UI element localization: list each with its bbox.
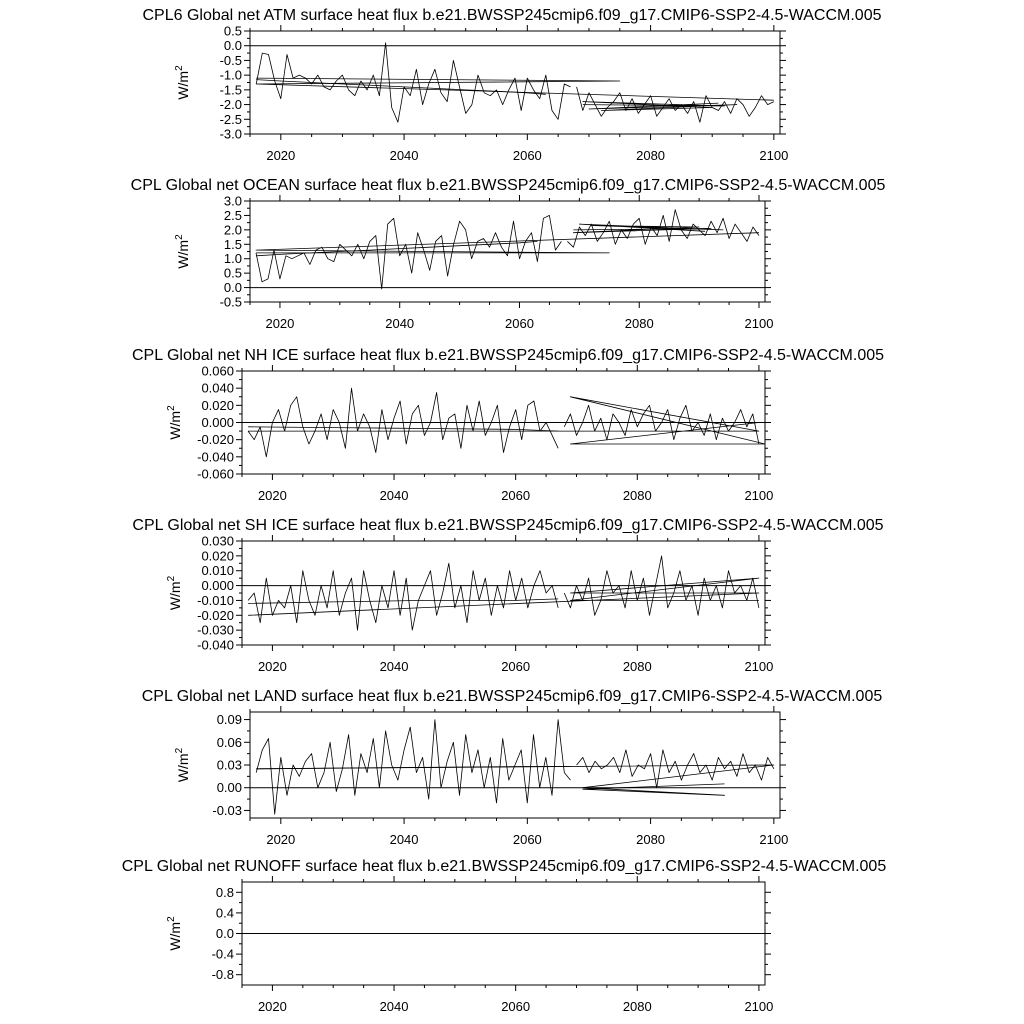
y-tick-label: 1.0 [223, 251, 242, 267]
x-tick-label: 2020 [265, 316, 295, 331]
x-tick-label: 2040 [379, 999, 409, 1014]
x-tick-label: 2100 [744, 488, 774, 503]
y-axis-label-unit: W/m [175, 753, 191, 783]
y-tick-label: -0.5 [219, 52, 242, 68]
y-tick-label: 1.5 [223, 236, 242, 252]
x-tick-label: 2100 [744, 659, 774, 674]
y-tick-label: 0.5 [223, 23, 242, 39]
x-tick-label: 2060 [512, 832, 542, 847]
x-tick-label: 2060 [512, 148, 542, 163]
x-tick-label: 2080 [624, 316, 654, 331]
x-tick-label: 2080 [622, 488, 652, 503]
y-axis-label [174, 234, 191, 269]
x-tick-label: 2040 [389, 148, 419, 163]
series-line-4 [256, 78, 774, 100]
series-line-1 [248, 563, 558, 630]
y-axis-label [166, 575, 183, 610]
series-line-5 [573, 224, 723, 233]
x-tick-label: 2040 [385, 316, 415, 331]
y-tick-label: -1.0 [219, 67, 242, 83]
x-tick-label: 2060 [501, 659, 531, 674]
x-tick-label: 2020 [257, 488, 287, 503]
series-line-2 [564, 405, 759, 444]
panel-title-land: CPL Global net LAND surface heat flux b.e21.BWSSP245cmip6.f09_g17.CMIP6-SSP2-4.5-WACCM.005 [141, 688, 883, 705]
y-tick-label: -2.0 [219, 97, 242, 113]
y-tick-label: 0.0 [223, 280, 242, 296]
y-tick-label: 0.020 [201, 397, 234, 413]
y-tick-label: 0.0 [215, 926, 234, 941]
y-tick-label: -0.4 [211, 946, 234, 962]
y-tick-label: -0.03 [212, 802, 242, 818]
panel-atm [142, 7, 881, 163]
x-tick-label: 2100 [759, 148, 789, 163]
x-tick-label: 2100 [744, 316, 774, 331]
y-tick-label: -0.8 [211, 967, 234, 983]
y-axis-label-exponent: 2 [166, 575, 177, 582]
y-tick-label: 0.040 [201, 380, 234, 396]
y-tick-label: 0.010 [201, 563, 234, 579]
series-line-4 [248, 397, 765, 444]
y-tick-label: 0.8 [215, 884, 234, 900]
y-tick-label: -0.030 [197, 622, 234, 638]
series-line-3 [248, 599, 558, 604]
y-axis-label-unit: W/m [175, 70, 191, 100]
x-tick-label: 2040 [379, 488, 409, 503]
x-tick-label: 2080 [622, 999, 652, 1014]
panel-land [142, 688, 883, 847]
y-axis-label-exponent: 2 [174, 65, 185, 71]
y-axis-label-exponent: 2 [174, 234, 185, 240]
panel-title-ocean: CPL Global net OCEAN surface heat flux b.e21.BWSSP245cmip6.f09_g17.CMIP6-SSP2-4.5-WACCM.005 [130, 177, 886, 194]
y-tick-label: 0.060 [201, 363, 234, 379]
series-line-3 [248, 427, 558, 431]
y-tick-label: 0.000 [201, 415, 234, 430]
x-tick-label: 2020 [257, 999, 287, 1014]
y-tick-label: 0.5 [223, 265, 242, 281]
y-tick-label: -0.040 [197, 449, 234, 465]
y-tick-label: 0.030 [201, 533, 234, 549]
x-tick-label: 2100 [744, 999, 774, 1014]
y-axis-label [166, 916, 183, 951]
x-tick-label: 2100 [759, 832, 789, 847]
y-tick-label: 0.03 [216, 757, 242, 773]
y-tick-label: 0.09 [216, 712, 242, 728]
y-axis-label-exponent: 2 [174, 747, 185, 754]
y-axis-label [174, 65, 191, 100]
panel-title-atm: CPL6 Global net ATM surface heat flux b.e21.BWSSP245cmip6.f09_g17.CMIP6-SSP2-4.5-WACCM.005 [142, 7, 882, 24]
panel-title-sh-ice: CPL Global net SH ICE surface heat flux b.e21.BWSSP245cmip6.f09_g17.CMIP6-SSP2-4.5-WACCM.005 [132, 517, 884, 534]
y-tick-label: -0.020 [197, 607, 234, 623]
y-tick-label: 0.00 [216, 780, 242, 796]
panel-sh-ice [132, 517, 883, 674]
x-tick-label: 2080 [636, 832, 666, 847]
panel-title-nh-ice: CPL Global net NH ICE surface heat flux b.e21.BWSSP245cmip6.f09_g17.CMIP6-SSP2-4.5-WACCM.005 [131, 347, 885, 364]
panel-nh-ice [132, 347, 884, 503]
x-tick-label: 2060 [501, 999, 531, 1014]
y-axis-label [166, 405, 183, 440]
y-tick-label: -0.5 [219, 294, 242, 310]
y-axis-label-unit: W/m [167, 921, 183, 951]
y-tick-label: -0.060 [197, 466, 234, 482]
x-tick-label: 2040 [389, 832, 419, 847]
y-tick-label: 0.000 [201, 578, 234, 594]
y-axis-label-exponent: 2 [166, 916, 177, 922]
x-tick-label: 2020 [266, 832, 296, 847]
x-tick-label: 2080 [636, 148, 666, 163]
plot-frame [250, 201, 765, 302]
y-axis-label-unit: W/m [167, 581, 183, 611]
y-tick-label: -0.040 [197, 637, 234, 653]
y-axis-label-unit: W/m [167, 410, 183, 440]
x-tick-label: 2020 [257, 659, 287, 674]
y-tick-label: 0.4 [215, 905, 234, 921]
y-axis-label-unit: W/m [175, 239, 191, 269]
y-tick-label: -1.5 [219, 82, 242, 98]
x-tick-label: 2080 [622, 659, 652, 674]
y-tick-label: 3.0 [223, 193, 242, 209]
y-tick-label: -2.5 [219, 111, 242, 127]
y-tick-label: -0.020 [197, 432, 234, 448]
y-axis-label-exponent: 2 [166, 405, 177, 411]
x-tick-label: 2060 [505, 316, 534, 331]
y-tick-label: -0.010 [197, 592, 234, 608]
panel-title-runoff: CPL Global net RUNOFF surface heat flux b.e21.BWSSP245cmip6.f09_g17.CMIP6-SSP2-4.5-WACCM.005 [121, 858, 887, 875]
y-tick-label: 2.0 [223, 222, 242, 238]
y-tick-label: 0.0 [223, 38, 242, 54]
x-tick-label: 2060 [501, 488, 531, 503]
y-axis-label [174, 747, 191, 782]
y-tick-label: 0.020 [201, 548, 234, 564]
panel-ocean [131, 177, 886, 331]
y-tick-label: 2.5 [223, 207, 242, 223]
x-tick-label: 2020 [266, 148, 296, 163]
panel-runoff [122, 858, 887, 1014]
series-line-4 [256, 233, 759, 253]
y-tick-label: -3.0 [219, 126, 242, 142]
x-tick-label: 2040 [379, 659, 409, 674]
y-tick-label: 0.06 [216, 734, 242, 750]
